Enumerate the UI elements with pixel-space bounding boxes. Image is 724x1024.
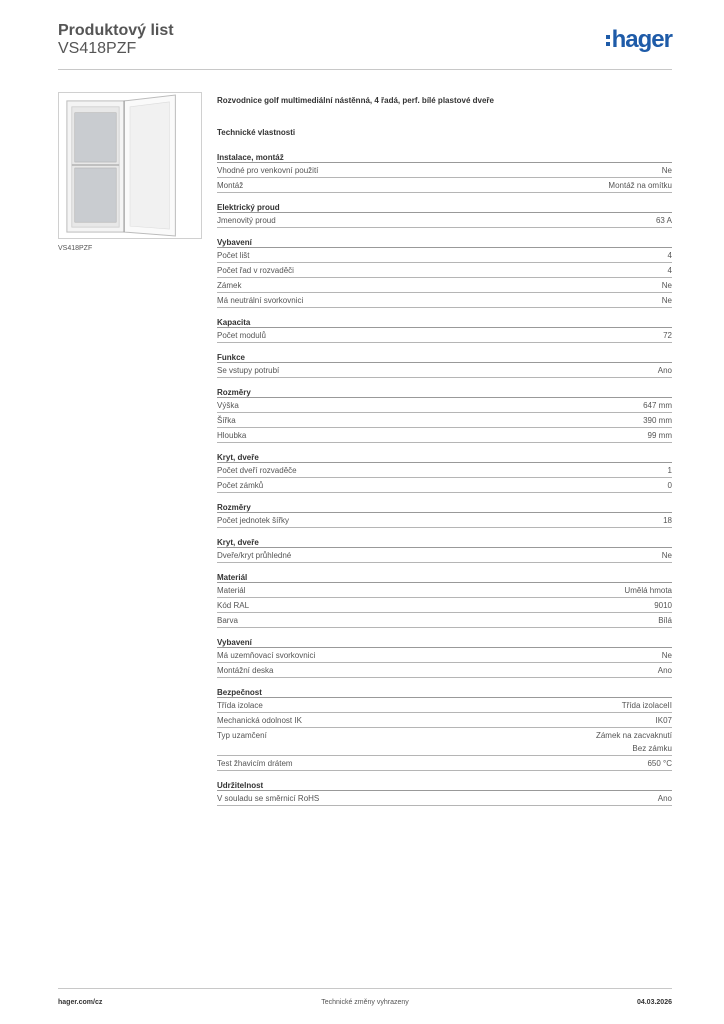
spec-value: 0 [667, 481, 672, 490]
spec-label: Test žhavicím drátem [217, 759, 293, 768]
spec-row [217, 163, 672, 178]
spec-label: Hloubka [217, 431, 247, 440]
spec-label: Počet zámků [217, 481, 264, 490]
spec-label: Kód RAL [217, 601, 250, 610]
spec-value: Ne [661, 651, 672, 660]
spec-group [217, 452, 672, 493]
spec-row [217, 513, 672, 528]
spec-value: Ne [661, 551, 672, 560]
spec-value: Ano [657, 666, 672, 675]
spec-value: Třída izolaceII [621, 701, 672, 710]
spec-row [217, 648, 672, 663]
spec-label: Vhodné pro venkovní použití [217, 166, 319, 175]
product-code: VS418PZF [58, 40, 137, 57]
spec-value: 18 [663, 516, 672, 525]
spec-label: Zámek [217, 281, 242, 290]
spec-row [217, 398, 672, 413]
image-caption: VS418PZF [58, 245, 93, 252]
spec-row [217, 478, 672, 493]
distribution-board-illustration [59, 93, 201, 238]
spec-row [217, 728, 672, 756]
spec-row [217, 663, 672, 678]
spec-value: 63 A [655, 216, 672, 225]
footer-website: hager.com/cz [58, 999, 103, 1006]
logo-text: hager [611, 26, 672, 53]
spec-row [217, 791, 672, 806]
spec-label: Typ uzamčení [217, 731, 267, 740]
spec-row [217, 263, 672, 278]
spec-group [217, 572, 672, 628]
spec-group-title: Kapacita [217, 317, 672, 328]
spec-row [217, 248, 672, 263]
spec-value: Ne [661, 166, 672, 175]
spec-label: Má neutrální svorkovnici [217, 296, 304, 305]
spec-row [217, 583, 672, 598]
logo-dots-icon [606, 35, 610, 46]
spec-label: Montážní deska [217, 666, 274, 675]
spec-row [217, 363, 672, 378]
spec-value: 390 mm [643, 416, 672, 425]
spec-label: Materiál [217, 586, 246, 595]
spec-group-title: Kryt, dveře [217, 452, 672, 463]
spec-group-title: Kryt, dveře [217, 537, 672, 548]
spec-group [217, 537, 672, 563]
spec-label: Šířka [217, 416, 236, 425]
spec-value: Ne [661, 296, 672, 305]
spec-label: Výška [217, 401, 239, 410]
spec-group-title: Materiál [217, 572, 672, 583]
spec-label: Jmenovitý proud [217, 216, 276, 225]
spec-label: Barva [217, 616, 238, 625]
spec-group [217, 352, 672, 378]
spec-value: 9010 [654, 601, 672, 610]
spec-row [217, 413, 672, 428]
spec-group [217, 687, 672, 771]
spec-row [217, 613, 672, 628]
spec-row [217, 698, 672, 713]
spec-group-title: Rozměry [217, 387, 672, 398]
spec-value: 4 [667, 266, 672, 275]
spec-label: Má uzemňovací svorkovnici [217, 651, 316, 660]
page-title: Produktový list [58, 22, 174, 39]
page-footer [58, 988, 672, 1018]
spec-value: Montáž na omítku [608, 181, 672, 190]
spec-label: Počet jednotek šířky [217, 516, 290, 525]
spec-group [217, 780, 672, 806]
spec-value: Umělá hmota [624, 586, 672, 595]
spec-value: Ano [657, 794, 672, 803]
tech-heading: Technické vlastnosti [217, 128, 296, 137]
spec-group [217, 502, 672, 528]
hager-logo [606, 28, 672, 52]
spec-group-title: Udržitelnost [217, 780, 672, 791]
spec-group [217, 202, 672, 228]
spec-label: Počet modulů [217, 331, 266, 340]
spec-label: Počet řad v rozvaděči [217, 266, 294, 275]
spec-row [217, 293, 672, 308]
product-image [58, 92, 202, 239]
spec-value: IK07 [655, 716, 672, 725]
spec-group [217, 637, 672, 678]
spec-value: Bílá [658, 616, 672, 625]
spec-group-title: Funkce [217, 352, 672, 363]
spec-group-title: Vybavení [217, 237, 672, 248]
spec-group-title: Vybavení [217, 637, 672, 648]
page-header [58, 20, 672, 70]
spec-label: Mechanická odolnost IK [217, 716, 302, 725]
spec-group [217, 387, 672, 443]
spec-row [217, 463, 672, 478]
spec-value: 1 [667, 466, 672, 475]
spec-row [217, 178, 672, 193]
spec-group-title: Elektrický proud [217, 202, 672, 213]
spec-content [217, 96, 672, 815]
spec-group-title: Bezpečnost [217, 687, 672, 698]
spec-value: 650 °C [647, 759, 672, 768]
spec-group-title: Instalace, montáž [217, 152, 672, 163]
spec-label: V souladu se směrnicí RoHS [217, 794, 320, 803]
spec-groups [217, 152, 672, 806]
spec-label: Se vstupy potrubí [217, 366, 280, 375]
spec-value: 99 mm [647, 431, 672, 440]
spec-row [217, 328, 672, 343]
spec-row [217, 428, 672, 443]
spec-group-title: Rozměry [217, 502, 672, 513]
spec-row [217, 278, 672, 293]
spec-label: Počet dveří rozvaděče [217, 466, 297, 475]
spec-value: 647 mm [643, 401, 672, 410]
spec-group [217, 317, 672, 343]
spec-label: Montáž [217, 181, 244, 190]
spec-row [217, 713, 672, 728]
footer-date: 04.03.2026 [636, 999, 672, 1006]
spec-label: Třída izolace [217, 701, 263, 710]
spec-row [217, 213, 672, 228]
product-description: Rozvodnice golf multimediální nástěnná, 4 řadá, perf. bílé plastové dveře [217, 96, 494, 105]
spec-label: Počet lišt [217, 251, 250, 260]
spec-value: Ano [657, 366, 672, 375]
spec-value: Ne [661, 281, 672, 290]
spec-value: 4 [667, 251, 672, 260]
spec-row [217, 598, 672, 613]
spec-value: 72 [663, 331, 672, 340]
spec-row [217, 548, 672, 563]
spec-group [217, 237, 672, 308]
spec-group [217, 152, 672, 193]
spec-value: Zámek na zacvaknutí Bez zámku [595, 731, 672, 753]
spec-row [217, 756, 672, 771]
footer-notice: Technické změny vyhrazeny [321, 999, 409, 1006]
spec-label: Dveře/kryt průhledné [217, 551, 292, 560]
